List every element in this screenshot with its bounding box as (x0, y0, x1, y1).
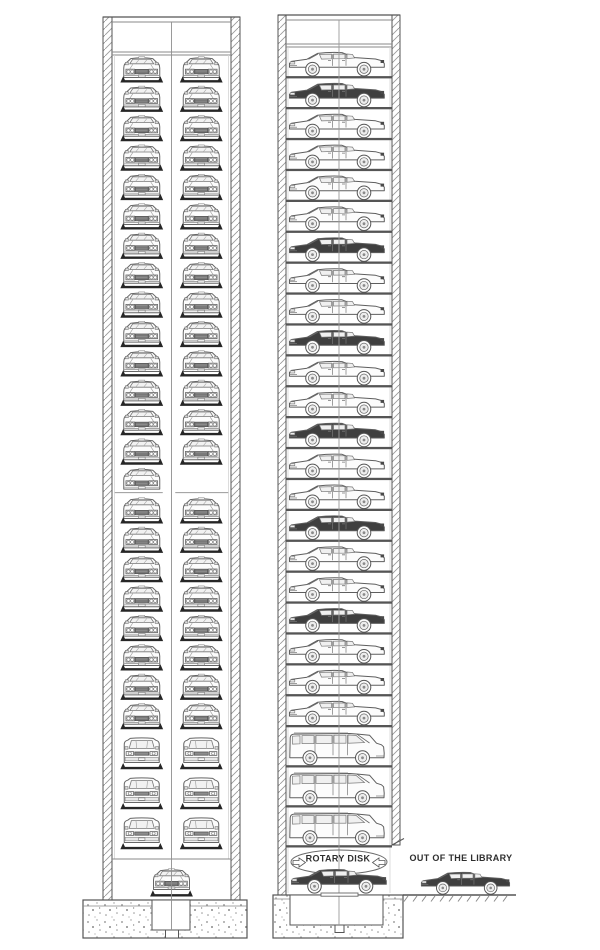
lift-pit-base (166, 930, 179, 938)
car-front-icon (183, 586, 219, 607)
car-front-icon (124, 380, 160, 401)
car-front-icon (124, 527, 160, 548)
car-side-icon (290, 269, 385, 293)
car-front-icon (124, 674, 160, 695)
car-front-icon (183, 645, 219, 666)
car-front-icon (183, 410, 219, 431)
rotary-disk-label: ROTARY DISK (305, 853, 371, 864)
parking-tray (180, 763, 223, 769)
car-front-icon (124, 145, 160, 166)
suv-front-icon (124, 738, 159, 763)
car-front-icon (124, 263, 160, 284)
car-front-icon (183, 263, 219, 284)
car-side-icon (290, 701, 385, 725)
car-front-icon (124, 586, 160, 607)
car-front-icon (183, 116, 219, 137)
car-front-icon (124, 645, 160, 666)
car-side-icon (290, 300, 385, 324)
car-front-icon (124, 116, 160, 137)
car-front-icon (124, 204, 160, 225)
road-tick (458, 896, 462, 902)
car-front-icon (183, 174, 219, 195)
right-tower-elevation (273, 15, 404, 938)
car-front-icon (183, 439, 219, 460)
car-front-icon (183, 321, 219, 342)
car-front-icon (124, 410, 160, 431)
road-tick (476, 896, 480, 902)
suv-side-icon (290, 733, 384, 765)
road-tick (449, 896, 453, 902)
car-front-icon (183, 704, 219, 725)
car-side-icon (290, 423, 385, 447)
suv-front-icon (184, 738, 219, 763)
parking-tray (180, 803, 223, 809)
car-front-icon (124, 321, 160, 342)
road-tick (440, 896, 444, 902)
rotation-arrow-left-icon (293, 858, 306, 867)
rotary-disk-platform (321, 893, 358, 896)
car-side-icon (290, 485, 385, 509)
out-of-library-label: OUT OF THE LIBRARY (409, 853, 513, 863)
car-front-icon (183, 674, 219, 695)
car-front-icon (124, 292, 160, 313)
car-front-icon (183, 380, 219, 401)
road-tick (431, 896, 435, 902)
car-front-icon (124, 557, 160, 578)
car-front-icon (183, 57, 219, 78)
car-front-icon (183, 557, 219, 578)
road-tick (503, 896, 507, 902)
rotary-pit (290, 895, 383, 925)
left-tower-east-wall (231, 17, 240, 900)
car-front-icon (124, 468, 160, 489)
road-tick (485, 896, 489, 902)
car-side-icon (290, 145, 385, 169)
car-side-icon (290, 516, 385, 540)
car-front-icon (124, 615, 160, 636)
road-tick (494, 896, 498, 902)
car-side-icon (290, 454, 385, 478)
left-tower-elevation (83, 17, 247, 938)
suv-front-icon (184, 818, 219, 843)
parking-tray (120, 843, 163, 849)
right-tower-west-wall (278, 15, 286, 895)
car-front-icon (183, 86, 219, 107)
suv-front-icon (184, 778, 219, 803)
exit-area (403, 853, 516, 902)
car-side-icon (290, 670, 385, 694)
car-front-icon (183, 204, 219, 225)
car-side-icon (290, 176, 385, 200)
car-side-icon (290, 578, 385, 602)
car-side-icon (290, 392, 385, 416)
car-side-icon (290, 361, 385, 385)
car-side-icon (290, 114, 385, 138)
car-side-icon (290, 238, 385, 262)
exit-car (421, 872, 509, 894)
right-tower-east-wall (392, 15, 400, 845)
parking-tray (180, 843, 223, 849)
suv-side-icon (290, 813, 384, 845)
suv-front-icon (124, 778, 159, 803)
rotation-arrow-right-icon (373, 858, 386, 867)
car-front-icon (124, 57, 160, 78)
road-tick (467, 896, 471, 902)
road-tick (422, 896, 426, 902)
car-side-icon (290, 547, 385, 571)
lift-pit (152, 900, 190, 930)
parking-tray (120, 763, 163, 769)
car-front-icon (124, 233, 160, 254)
exit-car-wrapper (421, 872, 509, 894)
suv-side-icon (290, 773, 384, 805)
car-front-icon (183, 615, 219, 636)
car-front-icon (124, 498, 160, 519)
car-side-icon (290, 331, 385, 355)
road-hatch-ticks (404, 896, 507, 902)
left-tower-foundation (83, 900, 247, 938)
car-side-icon (290, 83, 385, 107)
car-front-icon (183, 351, 219, 372)
car-front-icon (183, 498, 219, 519)
car-side-icon (290, 207, 385, 231)
right-tower-foundation (273, 895, 403, 938)
car-side-icon (290, 52, 385, 76)
car-front-icon (183, 233, 219, 254)
car-side-icon (421, 872, 509, 894)
road-tick (413, 896, 417, 902)
car-front-icon (124, 704, 160, 725)
car-front-icon (183, 292, 219, 313)
car-side-icon (290, 640, 385, 664)
car-front-icon (183, 527, 219, 548)
car-front-icon (124, 86, 160, 107)
car-front-icon (124, 351, 160, 372)
suv-front-icon (124, 818, 159, 843)
car-front-icon (124, 439, 160, 460)
car-front-icon (124, 174, 160, 195)
rotary-pit-base (335, 925, 344, 933)
car-side-icon (290, 609, 385, 633)
car-front-icon (183, 145, 219, 166)
left-tower-west-wall (103, 17, 112, 900)
parking-tray (120, 803, 163, 809)
road-tick (404, 896, 408, 902)
